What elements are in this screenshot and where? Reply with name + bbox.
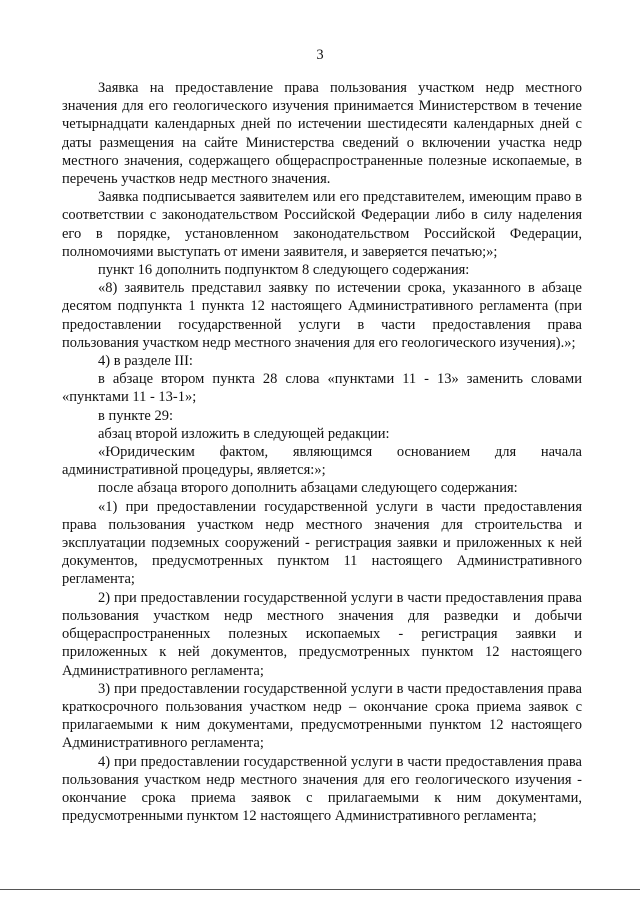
paragraph-application-acceptance: Заявка на предоставление права пользования участком недр местного значения для его геологического изучения принимается Министерством в течение четырнадцати календарных дней по истечении шестидесяти календарных дней с даты размещения на сайте Министерства сведений о включении участка недр местного значения, содержащего общераспространенные полезные ископаемые, в перечень участков недр местного значения. [62,80,582,188]
paragraph-application-signature: Заявка подписывается заявителем или его представителем, имеющим право в соответствии с законодательством Российской Федерации либо в силу наделения его в порядке, установленном законодательством Российской Федерации, полномочиями выступать от имени заявителя, и заверяется печатью;»; [62,189,582,260]
paragraph-clause-16-amendment: пункт 16 дополнить подпунктом 8 следующего содержания: [98,262,470,279]
page-number: 3 [316,47,324,63]
paragraph-item-1: «1) при предоставлении государственной услуги в части предоставления права пользования участком недр местного значения для строительства и эксплуатации подземных сооружений - регистрация заявки и приложенных к ней документов, предусмотренных пунктом 11 настоящего Административного регламента; [62,498,582,588]
document-body [62,79,582,825]
paragraph-item-2: 2) при предоставлении государственной услуги в части предоставления права пользования участком недр местного значения для разведки и добычи общераспространенных полезных ископаемых - регистрация заявки и приложенных к ней документов, предусмотренных пунктом 12 настоящего Административного регламента; [62,589,582,679]
page-bottom-edge [0,889,640,890]
paragraph-item-3: 3) при предоставлении государственной услуги в части предоставления права краткосрочного пользования участком недр – окончание срока приема заявок с прилагаемыми к ним документами, предусмотренными пунктом 12 настоящего Административного регламента; [62,680,582,752]
paragraph-section-3: 4) в разделе III: [98,353,193,370]
paragraph-clause-28: в абзаце втором пункта 28 слова «пунктами 11 - 13» заменить словами «пунктами 11 - 13-1»; [62,371,582,406]
paragraph-subclause-8: «8) заявитель представил заявку по истечении срока, указанного в абзаце десятом подпункта 1 пункта 12 настоящего Административного регламента (при предоставлении государственной услуги в части предоставления права пользования участком недр местного значения для его геологического изучения).»; [62,280,582,351]
paragraph-add-abzacs: после абзаца второго дополнить абзацами следующего содержания: [98,480,518,497]
paragraph-item-4: 4) при предоставлении государственной услуги в части предоставления права пользования участком недр местного значения для его геологического изучения - окончание срока приема заявок с прилагаемыми к ним документами, предусмотренными пунктом 12 настоящего Административного регламента; [62,753,582,825]
paragraph-clause-29: в пункте 29: [98,407,174,424]
paragraph-legal-fact: «Юридическим фактом, являющимся основанием для начала административной процедуры, является:»; [62,444,582,479]
paragraph-second-abzac: абзац второй изложить в следующей редакции: [98,425,390,442]
